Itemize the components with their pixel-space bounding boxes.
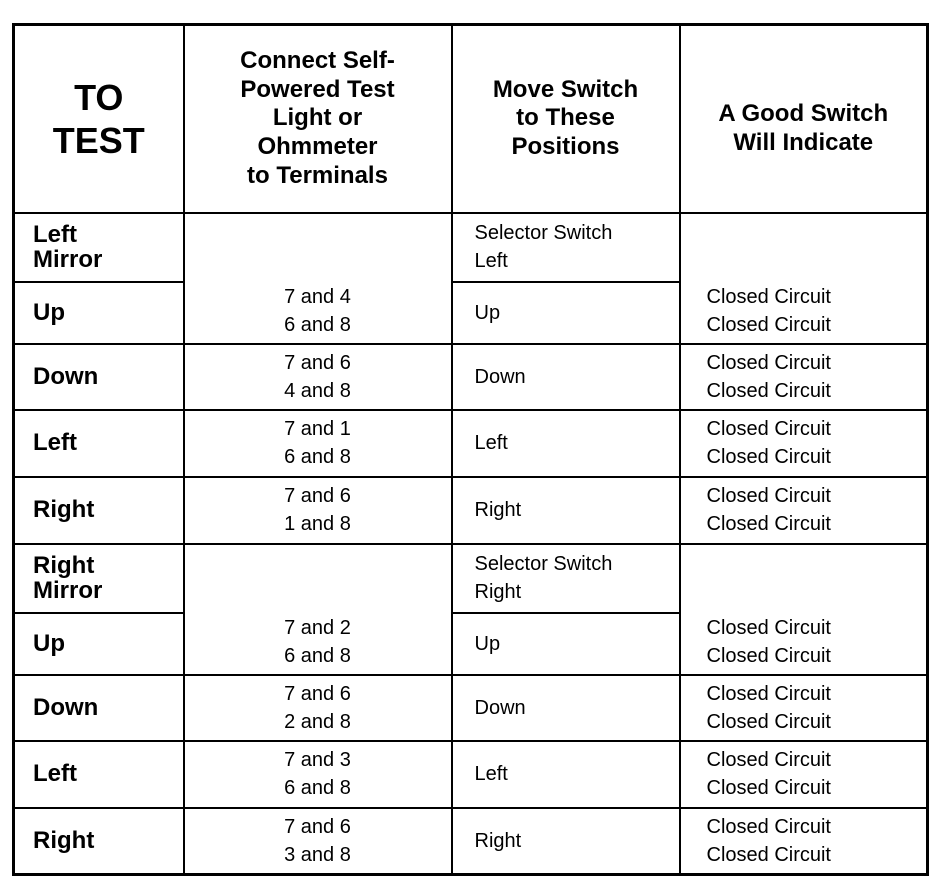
- row-position: Left: [452, 410, 680, 477]
- header-good-switch: [680, 25, 928, 213]
- result-line: Closed Circuit: [706, 749, 831, 771]
- row-terminals: [184, 675, 452, 741]
- row-terminals: [184, 741, 452, 808]
- row-terminals: [184, 344, 452, 410]
- terminal-line: 7 and 6: [284, 815, 351, 838]
- selector-line1: Selector Switch: [474, 222, 613, 244]
- result-line: Closed Circuit: [706, 418, 831, 440]
- row-label: Right: [14, 808, 184, 875]
- left-up-result: [680, 213, 928, 344]
- header-connect-line1: Connect Self-: [240, 46, 395, 74]
- terminal-line: 7 and 2: [284, 617, 351, 639]
- header-test-line2: TEST: [52, 119, 145, 161]
- row-result: [680, 477, 928, 544]
- left-mirror-label: [14, 213, 184, 282]
- result-line: Closed Circuit: [706, 710, 831, 733]
- row-label: Up: [14, 282, 184, 344]
- right-mirror-label-line2: Mirror: [33, 577, 103, 604]
- switch-test-table: [12, 23, 929, 876]
- result-line: Closed Circuit: [706, 485, 831, 507]
- left-mirror-label-line2: Mirror: [33, 246, 103, 273]
- row-position: Up: [452, 282, 680, 344]
- right-up-terminals: [184, 544, 452, 675]
- row-label: Left: [14, 741, 184, 808]
- row-result: [680, 741, 928, 808]
- row-terminals: [184, 808, 452, 875]
- table-row: [14, 675, 928, 741]
- right-mirror-label-line1: Right: [33, 551, 95, 579]
- row-result: [680, 808, 928, 875]
- terminal-line: 7 and 6: [284, 351, 351, 374]
- result-line: Closed Circuit: [706, 777, 831, 799]
- result-line: Closed Circuit: [706, 843, 831, 866]
- row-position: Down: [452, 675, 680, 741]
- result-line: Closed Circuit: [706, 314, 831, 336]
- header-row: [14, 25, 928, 213]
- row-label: Left: [14, 410, 184, 477]
- table-row: [14, 544, 928, 613]
- header-move-line3: Positions: [511, 133, 620, 161]
- result-line: Closed Circuit: [706, 617, 831, 639]
- row-position: Down: [452, 344, 680, 410]
- header-test-line1: TO: [74, 76, 124, 118]
- right-up-result: [680, 544, 928, 675]
- terminal-line: 4 and 8: [284, 379, 351, 402]
- terminal-line: 7 and 3: [284, 749, 351, 771]
- result-line: Closed Circuit: [706, 815, 831, 838]
- result-line: Closed Circuit: [706, 379, 831, 402]
- left-up-terminals: [184, 213, 452, 344]
- selector-line2: Right: [474, 581, 522, 603]
- table-row: [14, 344, 928, 410]
- row-position: Right: [452, 477, 680, 544]
- row-result: [680, 410, 928, 477]
- header-move-switch: [452, 25, 680, 213]
- row-terminals: [184, 410, 452, 477]
- terminal-line: 3 and 8: [284, 843, 351, 866]
- header-connect-line5: to Terminals: [247, 161, 388, 189]
- row-position: Left: [452, 741, 680, 808]
- terminal-line: 7 and 6: [284, 682, 351, 705]
- table-row: [14, 477, 928, 544]
- terminal-line: 6 and 8: [284, 446, 351, 468]
- result-line: Closed Circuit: [706, 645, 831, 667]
- selector-line1: Selector Switch: [474, 553, 613, 575]
- row-label: Up: [14, 613, 184, 675]
- header-to-test: [14, 25, 184, 213]
- row-label: Right: [14, 477, 184, 544]
- row-result: [680, 675, 928, 741]
- header-move-line2: to These: [516, 104, 615, 132]
- right-selector-position: [452, 544, 680, 613]
- left-mirror-label-line1: Left: [33, 220, 77, 248]
- header-connect-line3: Light or: [272, 104, 363, 132]
- header-connect: [184, 25, 452, 213]
- row-terminals: [184, 477, 452, 544]
- header-move-line1: Move Switch: [492, 75, 639, 103]
- left-selector-position: [452, 213, 680, 282]
- result-line: Closed Circuit: [706, 446, 831, 468]
- result-line: Closed Circuit: [706, 513, 831, 535]
- row-result: [680, 344, 928, 410]
- terminal-line: 7 and 1: [284, 418, 351, 440]
- table-row: [14, 410, 928, 477]
- terminal-line: 2 and 8: [284, 710, 351, 733]
- terminal-line: 6 and 8: [284, 645, 351, 667]
- table-row: [14, 213, 928, 282]
- right-mirror-label: [14, 544, 184, 613]
- terminal-line: 6 and 8: [284, 777, 351, 799]
- row-label: Down: [14, 344, 184, 410]
- result-line: Closed Circuit: [706, 682, 831, 705]
- result-line: Closed Circuit: [706, 286, 831, 308]
- row-position: Right: [452, 808, 680, 875]
- header-good-line1: A Good Switch: [718, 99, 889, 127]
- terminal-line: 6 and 8: [284, 314, 351, 336]
- result-line: Closed Circuit: [706, 351, 831, 374]
- header-connect-line2: Powered Test: [240, 75, 395, 103]
- row-label: Down: [14, 675, 184, 741]
- header-connect-line4: Ohmmeter: [257, 133, 378, 161]
- row-position: Up: [452, 613, 680, 675]
- terminal-line: 7 and 6: [284, 485, 351, 507]
- table-row: [14, 741, 928, 808]
- terminal-line: 1 and 8: [284, 513, 351, 535]
- terminal-line: 7 and 4: [284, 286, 351, 308]
- table-row: [14, 808, 928, 875]
- selector-line2: Left: [474, 250, 508, 272]
- header-good-line2: Will Indicate: [733, 128, 874, 156]
